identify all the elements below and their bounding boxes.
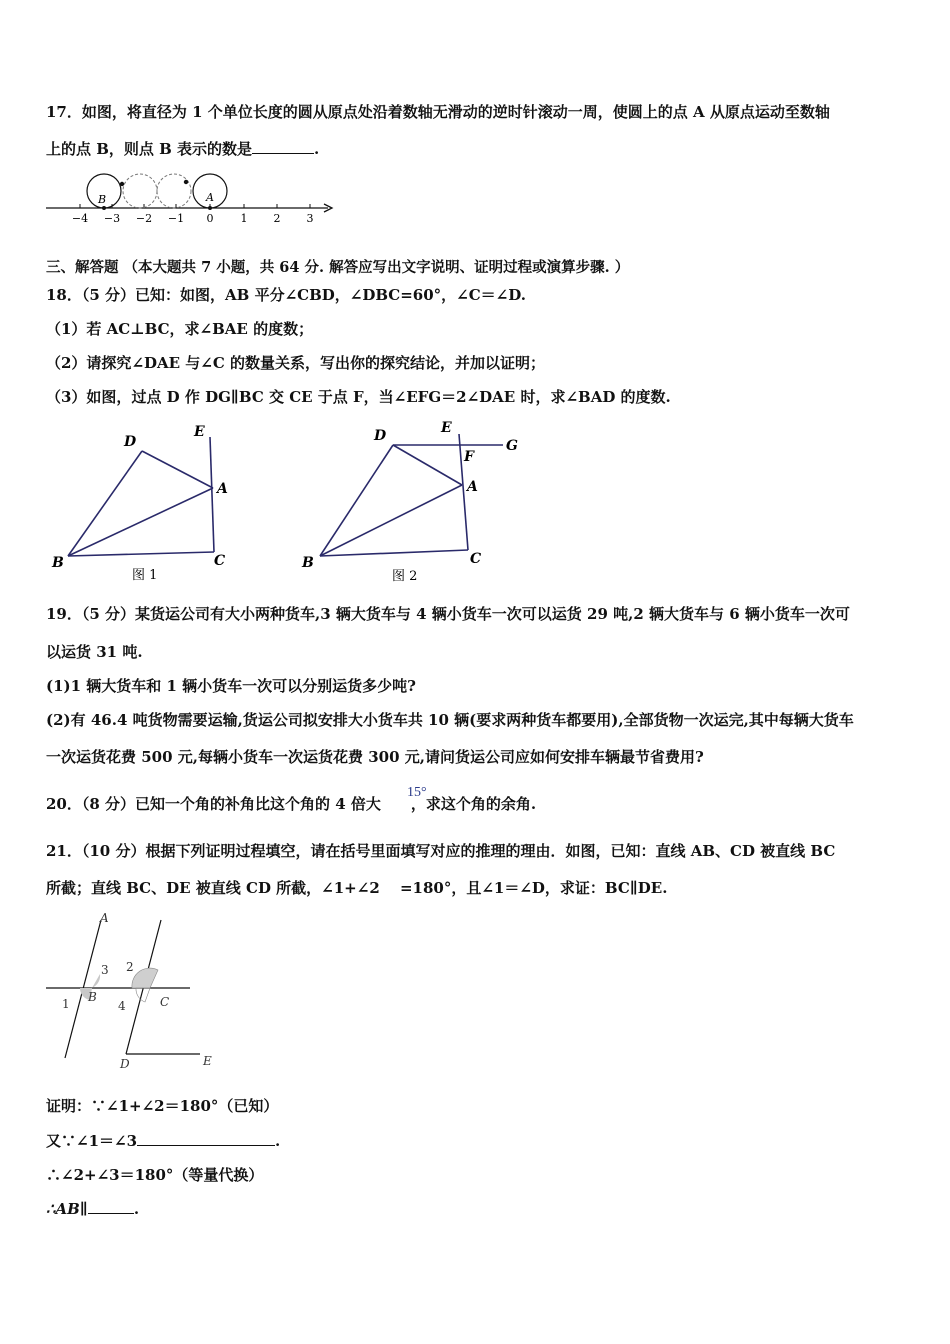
q21-proof-step2-period: . [275,1132,281,1150]
segment-ba [320,485,462,556]
q21-reason-blank[interactable] [137,1131,275,1146]
q17-line1: 17．如图，将直径为 1 个单位长度的圆从原点处沿着数轴无滑动的逆时针滚动一周，使圆上的点 A 从原点运动至数轴 [46,103,830,121]
q21-proof-step2 [46,1131,280,1151]
q21-proof-step4-text: ∴AB∥ [46,1200,88,1218]
tick-label: 0 [206,212,214,225]
label-e: E [194,424,205,440]
label-b: B [88,990,97,1004]
q18-figure-2 [296,420,536,585]
label-c: C [160,995,170,1009]
label-a: A [467,479,478,495]
tick-label: −3 [103,212,121,225]
label-b: B [302,555,314,571]
label-b: B [52,555,64,571]
segment-bd [320,445,393,556]
q18-part3: （3）如图，过点 D 作 DG∥BC 交 CE 于点 F，当∠EFG＝2∠DAE 时，求∠BAD 的度数. [46,388,671,406]
point-a-dot [208,206,212,210]
angle-2-mark [132,968,158,988]
segment-da [142,451,213,488]
label-angle-1: 1 [62,997,70,1011]
tick-label: −2 [135,212,153,225]
rolling-circle-dashed [123,174,157,208]
q21-proof-step4-period: . [133,1200,140,1218]
q17-answer-blank[interactable] [252,139,314,154]
q17-line2-text: 上的点 B，则点 B 表示的数是 [46,140,253,158]
q20-angle-15: 15° [407,785,427,800]
label-c: C [470,551,482,567]
tick-label: −4 [71,212,89,225]
q18-part1: （1）若 AC⊥BC，求∠BAE 的度数； [46,320,314,338]
q18-figure-1 [46,420,246,585]
segment-bc [68,552,214,556]
q19-line1: 19．（5 分）某货运公司有大小两种货车,3 辆大货车与 4 辆小货车一次可以运货 29 吨,2 辆大货车与 6 辆小货车一次可 [46,605,850,623]
label-c: C [214,553,226,569]
q21-proof-step1: 证明：∵∠1+∠2＝180°（已知） [46,1097,279,1115]
label-d: D [120,1057,130,1071]
label-g: G [506,438,518,454]
q21-parallel-blank[interactable] [88,1199,134,1214]
q17-number-line-figure [40,170,340,228]
label-b: B [98,193,107,206]
section-heading: 三、解答题 （本大题共 7 小题，共 64 分. 解答应写出文字说明、证明过程或演算步骤. ） [46,259,630,276]
rolling-point [120,182,124,186]
figure-2-caption: 图 2 [392,569,418,584]
segment-da [393,445,462,485]
label-e: E [441,420,452,436]
segment-ec [210,437,214,552]
label-a: A [217,481,228,497]
segment-ba [68,488,213,556]
q20-line [46,794,536,814]
q21-line2: 所截；直线 BC、DE 被直线 CD 所截，∠1+∠2 =180°，且∠1＝∠D，求证：BC∥DE. [46,879,668,897]
q21-proof-step2-text: 又∵∠1＝∠3 [46,1132,138,1150]
label-f: F [464,449,474,465]
tick-label: 3 [306,212,314,225]
q19-part2-line1: (2)有 46.4 吨货物需要运输,货运公司拟安排大小货车共 10 辆(要求两种货车都要用),全部货物一次运完,其中每辆大货车 [46,711,854,729]
q21-figure [40,908,230,1073]
label-d: D [124,434,137,450]
label-a: A [100,911,109,925]
label-angle-2: 2 [126,960,134,974]
label-e: E [203,1054,212,1068]
q19-part1: (1)1 辆大货车和 1 辆小货车一次可以分别运货多少吨? [46,677,416,695]
q19-line2: 以运货 31 吨. [46,643,143,661]
q21-line1: 21．（10 分）根据下列证明过程填空，请在括号里面填写对应的推理的理由．如图，已知：直线 AB、CD 被直线 BC [46,842,836,860]
rolling-point [184,180,188,184]
q18-part2: （2）请探究∠DAE 与∠C 的数量关系，写出你的探究结论，并加以证明； [46,354,546,372]
q19-part2-line2: 一次运货花费 500 元,每辆小货车一次运货花费 300 元,请问货运公司应如何安排车辆最节省费用? [46,748,704,766]
q21-proof-step3: ∴∠2+∠3＝180°（等量代换） [46,1166,264,1184]
tick-label: 1 [240,212,248,225]
label-angle-3: 3 [101,963,109,977]
segment-bd [68,451,142,556]
figure-1-caption: 图 1 [132,568,158,583]
segment-bc [320,550,468,556]
label-d: D [374,428,387,444]
q20-text-post: ，求这个角的余角. [410,795,537,813]
rolling-circle-dashed [157,174,191,208]
tick-label: −1 [167,212,185,225]
tick-label: 2 [273,212,281,225]
label-a: A [206,191,214,204]
q21-proof-step4 [46,1199,139,1219]
label-angle-4: 4 [118,999,126,1013]
point-b-dot [102,206,106,210]
q17-line2 [46,139,319,159]
q17-period: . [314,140,320,158]
q20-text-pre: 20．（8 分）已知一个角的补角比这个角的 4 倍大 [46,795,381,813]
q18-stem: 18．（5 分）已知：如图，AB 平分∠CBD，∠DBC=60°，∠C＝∠D. [46,286,526,304]
